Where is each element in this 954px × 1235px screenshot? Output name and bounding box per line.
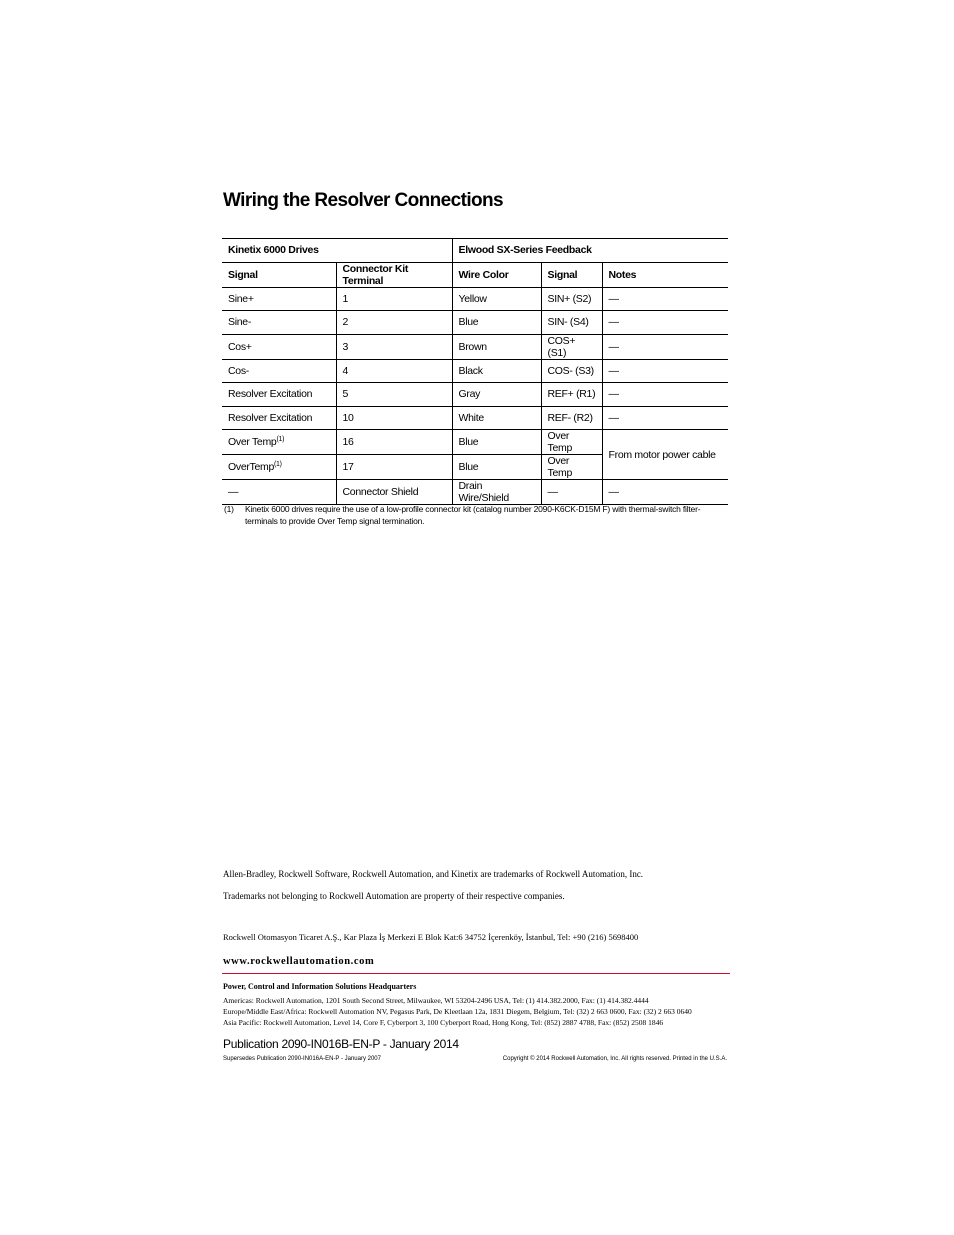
cell-notes: —: [602, 311, 728, 335]
cell-notes: —: [602, 287, 728, 311]
cell-signal: [222, 430, 336, 455]
signal-text: Over Temp: [228, 436, 277, 448]
cell-wire-color: Drain Wire/Shield: [452, 480, 541, 505]
address-asia-pacific: Asia Pacific: Rockwell Automation, Level 14, Core F, Cyberport 3, 100 Cyberport Road, Hong Kong, Tel: (852) 2887 4788, Fax: (852) 2508 1846: [223, 1018, 664, 1027]
trademark-notice: Allen-Bradley, Rockwell Software, Rockwell Automation, and Kinetix are trademarks of Rockwell Automation, Inc.: [223, 869, 644, 879]
cell-feedback-signal: —: [541, 480, 602, 505]
table-row: [222, 359, 728, 383]
signal-text: OverTemp: [228, 461, 275, 473]
column-header-signal: Signal: [222, 262, 336, 287]
cell-notes: —: [602, 383, 728, 407]
cell-terminal: 5: [336, 383, 452, 407]
cell-wire-color: Gray: [452, 383, 541, 407]
cell-feedback-signal: Over Temp: [541, 455, 602, 480]
cell-terminal: Connector Shield: [336, 480, 452, 505]
footnote-number: (1): [224, 504, 234, 514]
cell-wire-color: White: [452, 406, 541, 430]
cell-feedback-signal: SIN+ (S2): [541, 287, 602, 311]
cell-terminal: 4: [336, 359, 452, 383]
footer-divider: [222, 973, 730, 974]
supersedes-note: Supersedes Publication 2090-IN016A-EN-P - January 2007: [223, 1056, 381, 1062]
footnote-text: Kinetix 6000 drives require the use of a low-profile connector kit (catalog number 2090-K6CK-D15M F) with thermal-switch filter-terminals to provide Over Temp signal termination.: [245, 504, 701, 526]
cell-wire-color: Blue: [452, 455, 541, 480]
hq-heading: Power, Control and Information Solutions Headquarters: [223, 982, 417, 991]
table-group-header-row: [222, 239, 728, 263]
cell-feedback-signal: REF- (R2): [541, 406, 602, 430]
page-title: Wiring the Resolver Connections: [223, 190, 503, 211]
cell-feedback-signal: REF+ (R1): [541, 383, 602, 407]
table-footnote: [222, 503, 728, 527]
table-row: [222, 480, 728, 505]
cell-signal: Resolver Excitation: [222, 406, 336, 430]
cell-notes: From motor power cable: [602, 430, 728, 480]
cell-wire-color: Yellow: [452, 287, 541, 311]
cell-terminal: 2: [336, 311, 452, 335]
table-row: [222, 287, 728, 311]
table-row: [222, 383, 728, 407]
cell-signal: Sine+: [222, 287, 336, 311]
cell-notes: —: [602, 334, 728, 359]
table-row: [222, 334, 728, 359]
cell-wire-color: Blue: [452, 311, 541, 335]
publication-number: Publication 2090-IN016B-EN-P - January 2014: [223, 1037, 459, 1051]
cell-terminal: 16: [336, 430, 452, 455]
column-header-notes: Notes: [602, 262, 728, 287]
cell-notes: —: [602, 406, 728, 430]
cell-feedback-signal: Over Temp: [541, 430, 602, 455]
column-header-feedback-signal: Signal: [541, 262, 602, 287]
cell-signal: [222, 455, 336, 480]
cell-feedback-signal: COS- (S3): [541, 359, 602, 383]
cell-wire-color: Blue: [452, 430, 541, 455]
cell-signal: Cos-: [222, 359, 336, 383]
cell-terminal: 10: [336, 406, 452, 430]
cell-notes: —: [602, 359, 728, 383]
turkey-address: Rockwell Otomasyon Ticaret A.Ş., Kar Plaza İş Merkezi E Blok Kat:6 34752 İçerenköy, İstanbul, Tel: +90 (216) 5698400: [223, 932, 639, 942]
cell-wire-color: Brown: [452, 334, 541, 359]
address-americas: Americas: Rockwell Automation, 1201 South Second Street, Milwaukee, WI 53204-2496 USA, Tel: (1) 414.382.2000, Fax: (1) 414.382.4444: [223, 996, 649, 1005]
trademark-others-notice: Trademarks not belonging to Rockwell Automation are property of their respective companies.: [223, 891, 565, 901]
group-header-kinetix: Kinetix 6000 Drives: [222, 239, 452, 263]
resolver-wiring-table: [222, 238, 728, 505]
cell-terminal: 3: [336, 334, 452, 359]
cell-feedback-signal: COS+ (S1): [541, 334, 602, 359]
address-emea: Europe/Middle East/Africa: Rockwell Automation NV, Pegasus Park, De Kleetlaan 12a, 1831 Diegem, Belgium, Tel: (32) 2 663 0600, Fax: (32) 2 663 0640: [223, 1007, 692, 1016]
cell-feedback-signal: SIN- (S4): [541, 311, 602, 335]
footnote-reference: (1): [276, 436, 285, 443]
cell-notes: —: [602, 480, 728, 505]
column-header-terminal: Connector Kit Terminal: [336, 262, 452, 287]
table-row: [222, 311, 728, 335]
cell-signal: Resolver Excitation: [222, 383, 336, 407]
cell-signal: Cos+: [222, 334, 336, 359]
copyright-notice: Copyright © 2014 Rockwell Automation, Inc. All rights reserved. Printed in the U.S.A.: [502, 1056, 727, 1062]
cell-wire-color: Black: [452, 359, 541, 383]
table-row: [222, 406, 728, 430]
website-link[interactable]: www.rockwellautomation.com: [223, 956, 375, 967]
cell-signal: Sine-: [222, 311, 336, 335]
cell-terminal: 17: [336, 455, 452, 480]
column-header-wire-color: Wire Color: [452, 262, 541, 287]
table-column-header-row: [222, 262, 728, 287]
table-row: [222, 430, 728, 455]
footnote-reference: (1): [274, 461, 282, 468]
group-header-elwood: Elwood SX-Series Feedback: [452, 239, 728, 263]
cell-terminal: 1: [336, 287, 452, 311]
cell-signal: —: [222, 480, 336, 505]
